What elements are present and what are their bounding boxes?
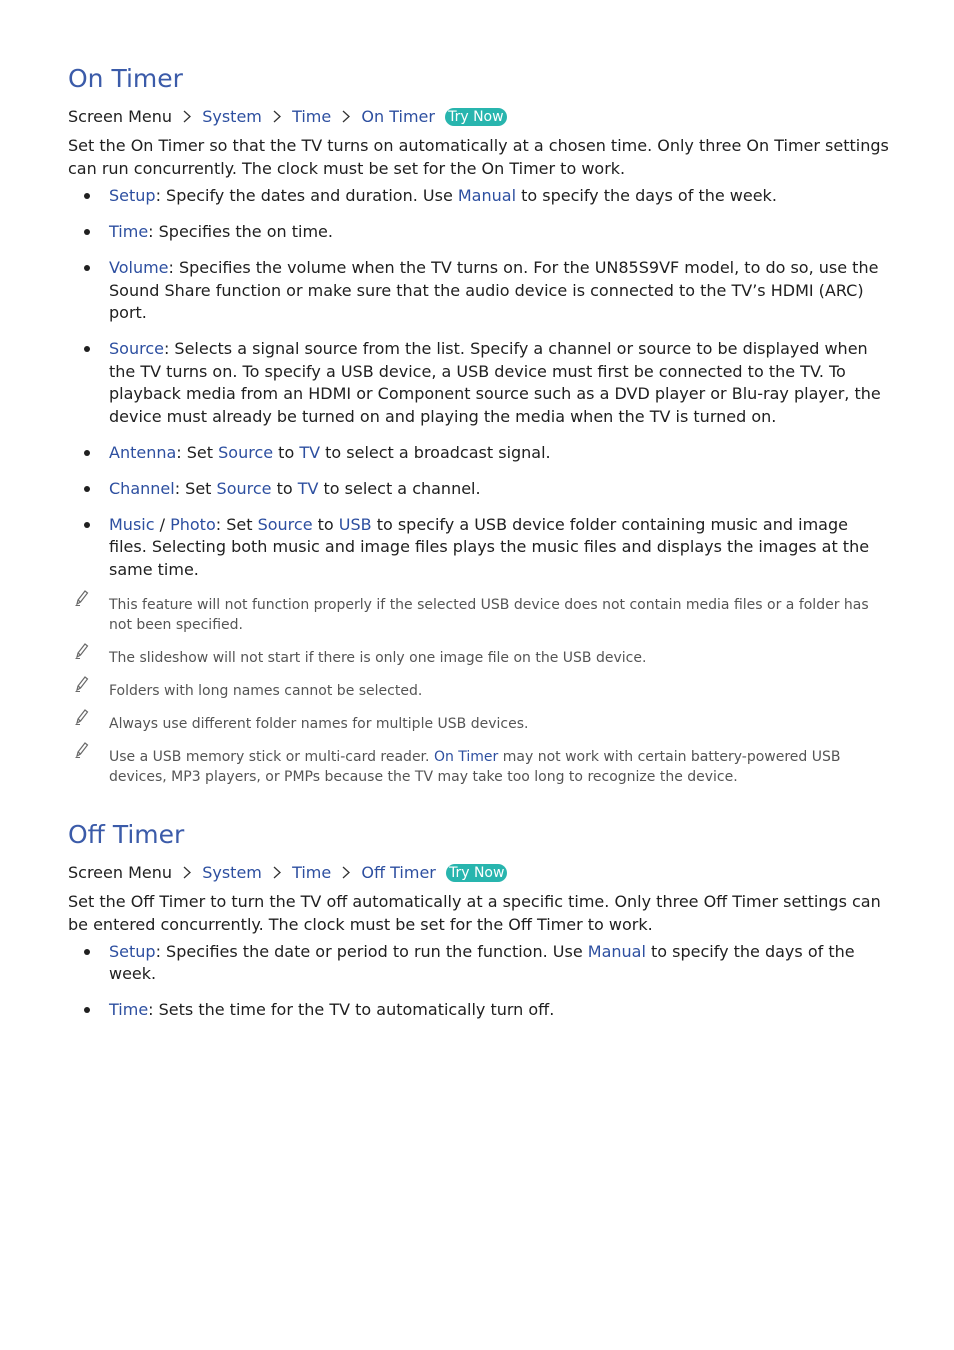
bullet-icon <box>84 1007 90 1013</box>
list-item: Music / Photo: Set Source to USB to specify a USB device folder containing music and image files. Selecting both music and image files plays the music files and displays the images at the same time. <box>68 514 890 582</box>
section-off-timer <box>68 818 890 1022</box>
chevron-right-icon <box>177 861 197 885</box>
section-title: On Timer <box>68 64 183 93</box>
pencil-icon <box>74 589 90 613</box>
setting-keyword: Source <box>216 478 272 498</box>
note-item: Use a USB memory stick or multi-card reader. On Timer may not work with certain battery-powered USB devices, MP3 players, or PMPs because the TV may take too long to recognize the device. <box>68 747 890 787</box>
content <box>68 62 890 1035</box>
setting-keyword: Source <box>218 442 274 462</box>
bullet-icon <box>84 949 90 955</box>
setting-term: Photo <box>170 514 216 534</box>
breadcrumb-time-link[interactable]: Time <box>292 862 332 882</box>
breadcrumb <box>68 105 890 129</box>
note-item: Folders with long names cannot be selected. <box>68 681 890 701</box>
pencil-icon <box>74 675 90 699</box>
bullet-icon <box>84 486 90 492</box>
setting-term: Antenna <box>109 442 177 462</box>
breadcrumb-time-link[interactable]: Time <box>292 107 332 126</box>
breadcrumb-system-link[interactable]: System <box>202 107 262 126</box>
pencil-icon <box>74 642 90 666</box>
list-item: Antenna: Set Source to TV to select a broadcast signal. <box>68 442 890 465</box>
setting-term: Channel <box>109 478 175 498</box>
bullet-icon <box>84 346 90 352</box>
note-item: Always use different folder names for multiple USB devices. <box>68 714 890 734</box>
breadcrumb-system-link[interactable]: System <box>202 862 262 882</box>
bullet-icon <box>84 265 90 271</box>
list-item: Time: Sets the time for the TV to automatically turn off. <box>68 999 890 1022</box>
list-item: Setup: Specify the dates and duration. Use Manual to specify the days of the week. <box>68 185 890 208</box>
breadcrumb-on-timer-link[interactable]: On Timer <box>361 107 435 126</box>
breadcrumb-off-timer-link[interactable]: Off Timer <box>361 862 436 882</box>
note-item: This feature will not function properly if the selected USB device does not contain media files or a folder has not been specified. <box>68 595 890 635</box>
setting-keyword: Source <box>257 514 313 534</box>
setting-keyword: USB <box>338 514 372 534</box>
setting-keyword: On Timer <box>433 748 499 765</box>
setting-term: Music <box>109 514 155 534</box>
setting-term: Setup <box>109 186 156 205</box>
setting-keyword: TV <box>297 478 319 498</box>
chevron-right-icon <box>267 105 287 129</box>
section-intro: Set the On Timer so that the TV turns on automatically at a chosen time. Only three On Timer settings can run concurrently. The clock must be set for the On Timer to work. <box>68 136 889 178</box>
bullet-icon <box>84 229 90 235</box>
list-item: Time: Specifies the on time. <box>68 221 890 244</box>
list-item: Setup: Specifies the date or period to run the function. Use Manual to specify the days of the week. <box>68 941 890 986</box>
bullet-icon <box>84 522 90 528</box>
list-item: Volume: Specifies the volume when the TV turns on. For the UN85S9VF model, to do so, use the Sound Share function or make sure that the audio device is connected to the TV’s HDMI (ARC) port. <box>68 257 890 325</box>
chevron-right-icon <box>267 861 287 885</box>
list-item: Source: Selects a signal source from the list. Specify a channel or source to be displayed when the TV turns on. To specify a USB device, a USB device must first be connected to the TV. To playback media from an HDMI or Component source such as a DVD player or Blu-ray player, the device must already be turned on and playing the media when the TV is turned on. <box>68 338 890 428</box>
settings-list <box>68 941 890 1022</box>
bullet-icon <box>84 450 90 456</box>
pencil-icon <box>74 708 90 732</box>
setting-term: Setup <box>109 941 156 961</box>
chevron-right-icon <box>336 105 356 129</box>
bullet-icon <box>84 193 90 199</box>
section-intro: Set the Off Timer to turn the TV off automatically at a specific time. Only three Off Timer settings can be entered concurrently. The clock must be set for the Off Timer to work. <box>68 891 881 934</box>
chevron-right-icon <box>336 861 356 885</box>
setting-term: Source <box>109 339 164 358</box>
chevron-right-icon <box>177 105 197 129</box>
notes-list <box>68 595 890 787</box>
setting-term: Time <box>109 222 149 241</box>
setting-keyword: TV <box>299 442 321 462</box>
settings-list <box>68 185 890 581</box>
breadcrumb-root: Screen Menu <box>68 862 173 882</box>
section-on-timer <box>68 62 890 787</box>
setting-keyword: Manual <box>587 941 646 961</box>
list-item: Channel: Set Source to TV to select a channel. <box>68 478 890 501</box>
setting-term: Volume <box>109 258 169 277</box>
try-now-button[interactable]: Try Now <box>445 108 506 126</box>
note-item: The slideshow will not start if there is only one image file on the USB device. <box>68 648 890 668</box>
setting-keyword: Manual <box>457 186 517 205</box>
pencil-icon <box>74 741 90 765</box>
breadcrumb-root: Screen Menu <box>68 107 173 126</box>
breadcrumb <box>68 861 890 885</box>
setting-term: Time <box>109 1000 149 1019</box>
try-now-button[interactable]: Try Now <box>446 864 507 882</box>
section-title: Off Timer <box>68 819 185 849</box>
